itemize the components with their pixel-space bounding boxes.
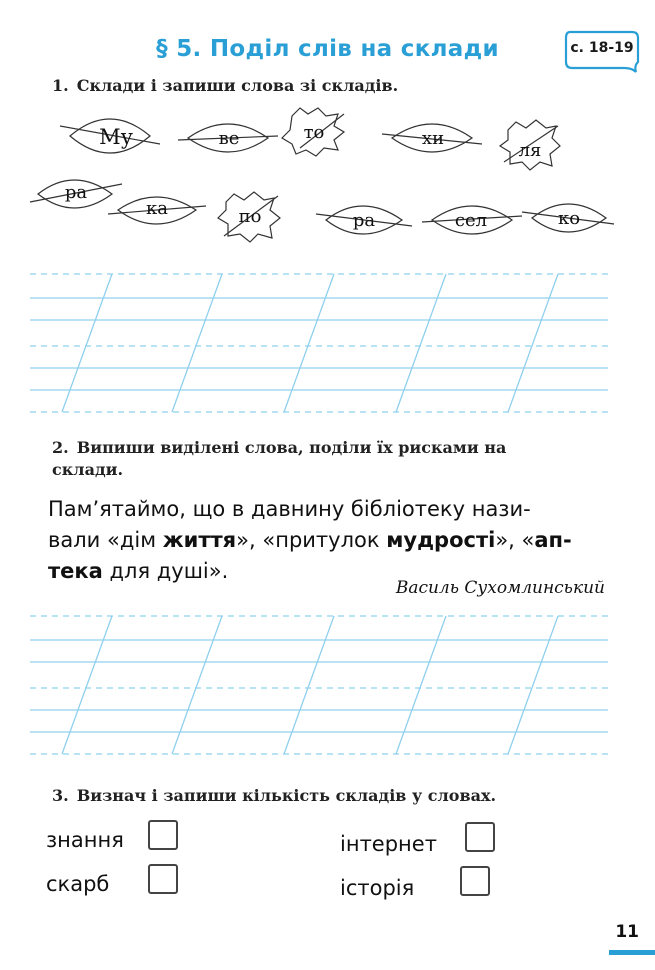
syllable-lia: ля xyxy=(518,140,542,161)
syllable-po: по xyxy=(238,206,262,227)
word-znannia: знання xyxy=(46,828,124,852)
page-title: § 5. Поділ слів на склади xyxy=(156,36,499,62)
quote-author: Василь Сухомлинський xyxy=(395,578,605,598)
word-skarb: скарб xyxy=(46,872,110,896)
highlight-word-zhyttia: життя xyxy=(162,528,237,552)
answer-box-znannia[interactable] xyxy=(148,820,178,850)
syllable-to: то xyxy=(303,122,325,143)
answer-box-skarb[interactable] xyxy=(148,864,178,894)
syllable-ve: ве xyxy=(218,128,240,149)
page-number-bar xyxy=(609,950,655,955)
syllable-ra-1: ра xyxy=(64,182,88,203)
word-internet: інтернет xyxy=(340,832,437,856)
answer-box-istoriia[interactable] xyxy=(460,866,490,896)
writing-lines-2[interactable] xyxy=(0,604,655,764)
syllable-ka: ка xyxy=(146,198,168,219)
task3-instruction: 3. Визнач і запиши кількість складів у словах. xyxy=(52,786,497,805)
syllable-ko: ко xyxy=(557,208,581,229)
task2-instruction: 2. Випиши виділені слова, поділи їх рисками на xyxy=(52,438,507,457)
syllable-sel: сел xyxy=(454,210,488,231)
syllable-ra-2: ра xyxy=(352,210,376,231)
writing-lines-1[interactable] xyxy=(0,262,655,422)
highlight-word-aptek: ап- xyxy=(534,528,572,552)
syllable-mu: Му xyxy=(99,125,133,149)
highlight-word-teka: тека xyxy=(48,559,103,583)
quote-text: Пам’ятаймо, що в давнину бібліотеку нази- вали «дім життя», «притулок мудрості», «ап- тека для душі». xyxy=(48,497,572,583)
task1-instruction: 1. Склади і запиши слова зі складів. xyxy=(52,76,399,95)
page-number: 11 xyxy=(615,922,639,942)
task2-instruction-cont: склади. xyxy=(52,460,124,479)
answer-box-internet[interactable] xyxy=(465,822,495,852)
page-ref: с. 18-19 xyxy=(570,40,634,56)
highlight-word-mudrosti: мудрості xyxy=(386,528,496,552)
syllable-khy: хи xyxy=(421,128,445,149)
word-istoriia: історія xyxy=(340,876,415,900)
